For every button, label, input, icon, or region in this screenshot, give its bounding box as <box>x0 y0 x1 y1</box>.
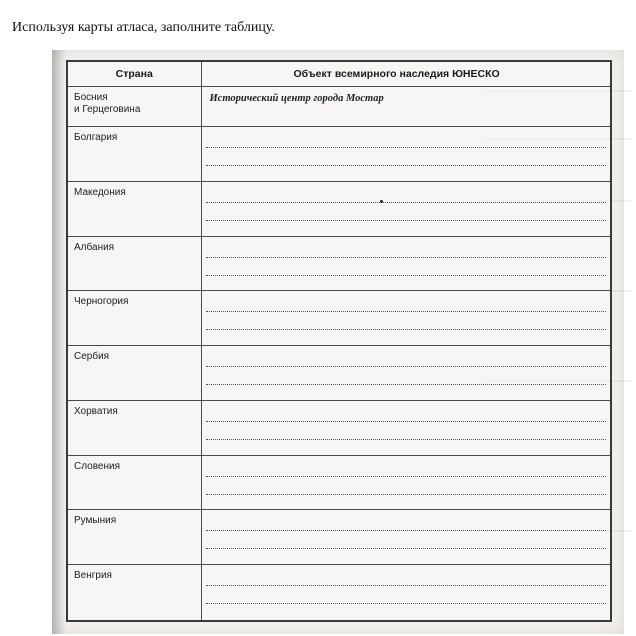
table-row <box>67 291 611 346</box>
header-country: Страна <box>67 61 201 87</box>
country-name: Албания <box>74 241 115 253</box>
table-row <box>67 455 611 510</box>
instruction-text: Используя карты атласа, заполните таблицу. <box>12 20 275 35</box>
table-row <box>67 181 611 236</box>
answer-line <box>206 202 607 203</box>
handwritten-answer: Исторический центр города Мостар <box>209 93 384 104</box>
country-cell <box>67 127 201 182</box>
answer-line <box>206 548 607 549</box>
answer-line <box>206 257 607 258</box>
answer-line <box>206 603 607 604</box>
answer-cell[interactable] <box>201 87 611 127</box>
answer-line <box>206 275 607 276</box>
answer-line <box>206 147 607 148</box>
table-row <box>67 87 611 127</box>
table-row <box>67 510 611 565</box>
country-name: Македония <box>74 186 126 198</box>
country-cell <box>67 346 201 401</box>
country-name: Черногория <box>74 296 129 308</box>
answer-line <box>206 366 607 367</box>
table-row <box>67 346 611 401</box>
answer-line <box>206 439 607 440</box>
country-cell <box>67 291 201 346</box>
answer-cell[interactable] <box>201 127 611 182</box>
country-name: Босния <box>74 92 108 103</box>
country-cell <box>67 510 201 565</box>
answer-cell[interactable] <box>201 510 611 565</box>
table-row <box>67 400 611 455</box>
answer-cell[interactable] <box>201 346 611 401</box>
answer-line <box>206 220 607 221</box>
country-cell <box>67 565 201 621</box>
answer-cell[interactable] <box>201 400 611 455</box>
table-header-row <box>67 61 611 87</box>
answer-line <box>206 165 607 166</box>
answer-line <box>206 384 607 385</box>
answer-cell[interactable] <box>201 565 611 621</box>
country-name-line2: и Герцеговина <box>74 104 141 115</box>
country-name: Сербия <box>74 351 110 363</box>
table-row <box>67 127 611 182</box>
country-cell <box>67 236 201 291</box>
answer-cell[interactable] <box>201 291 611 346</box>
country-name: Венгрия <box>74 570 112 582</box>
answer-line <box>206 421 607 422</box>
country-cell <box>67 400 201 455</box>
answer-cell[interactable] <box>201 181 611 236</box>
unesco-table <box>66 60 612 622</box>
table-row <box>67 236 611 291</box>
answer-cell[interactable] <box>201 455 611 510</box>
country-name: Хорватия <box>74 405 118 417</box>
table-row <box>67 565 611 621</box>
country-name: Румыния <box>74 515 117 527</box>
country-cell <box>67 455 201 510</box>
answer-line <box>206 329 607 330</box>
answer-line <box>206 476 607 477</box>
country-name: Словения <box>74 460 121 472</box>
answer-line <box>206 585 607 586</box>
ink-speck <box>380 200 383 203</box>
country-cell <box>67 181 201 236</box>
header-object: Объект всемирного наследия ЮНЕСКО <box>201 61 611 87</box>
answer-line <box>206 530 607 531</box>
answer-cell[interactable] <box>201 236 611 291</box>
country-cell <box>67 87 201 127</box>
answer-line <box>206 311 607 312</box>
country-name: Болгария <box>74 132 118 143</box>
answer-line <box>206 494 607 495</box>
